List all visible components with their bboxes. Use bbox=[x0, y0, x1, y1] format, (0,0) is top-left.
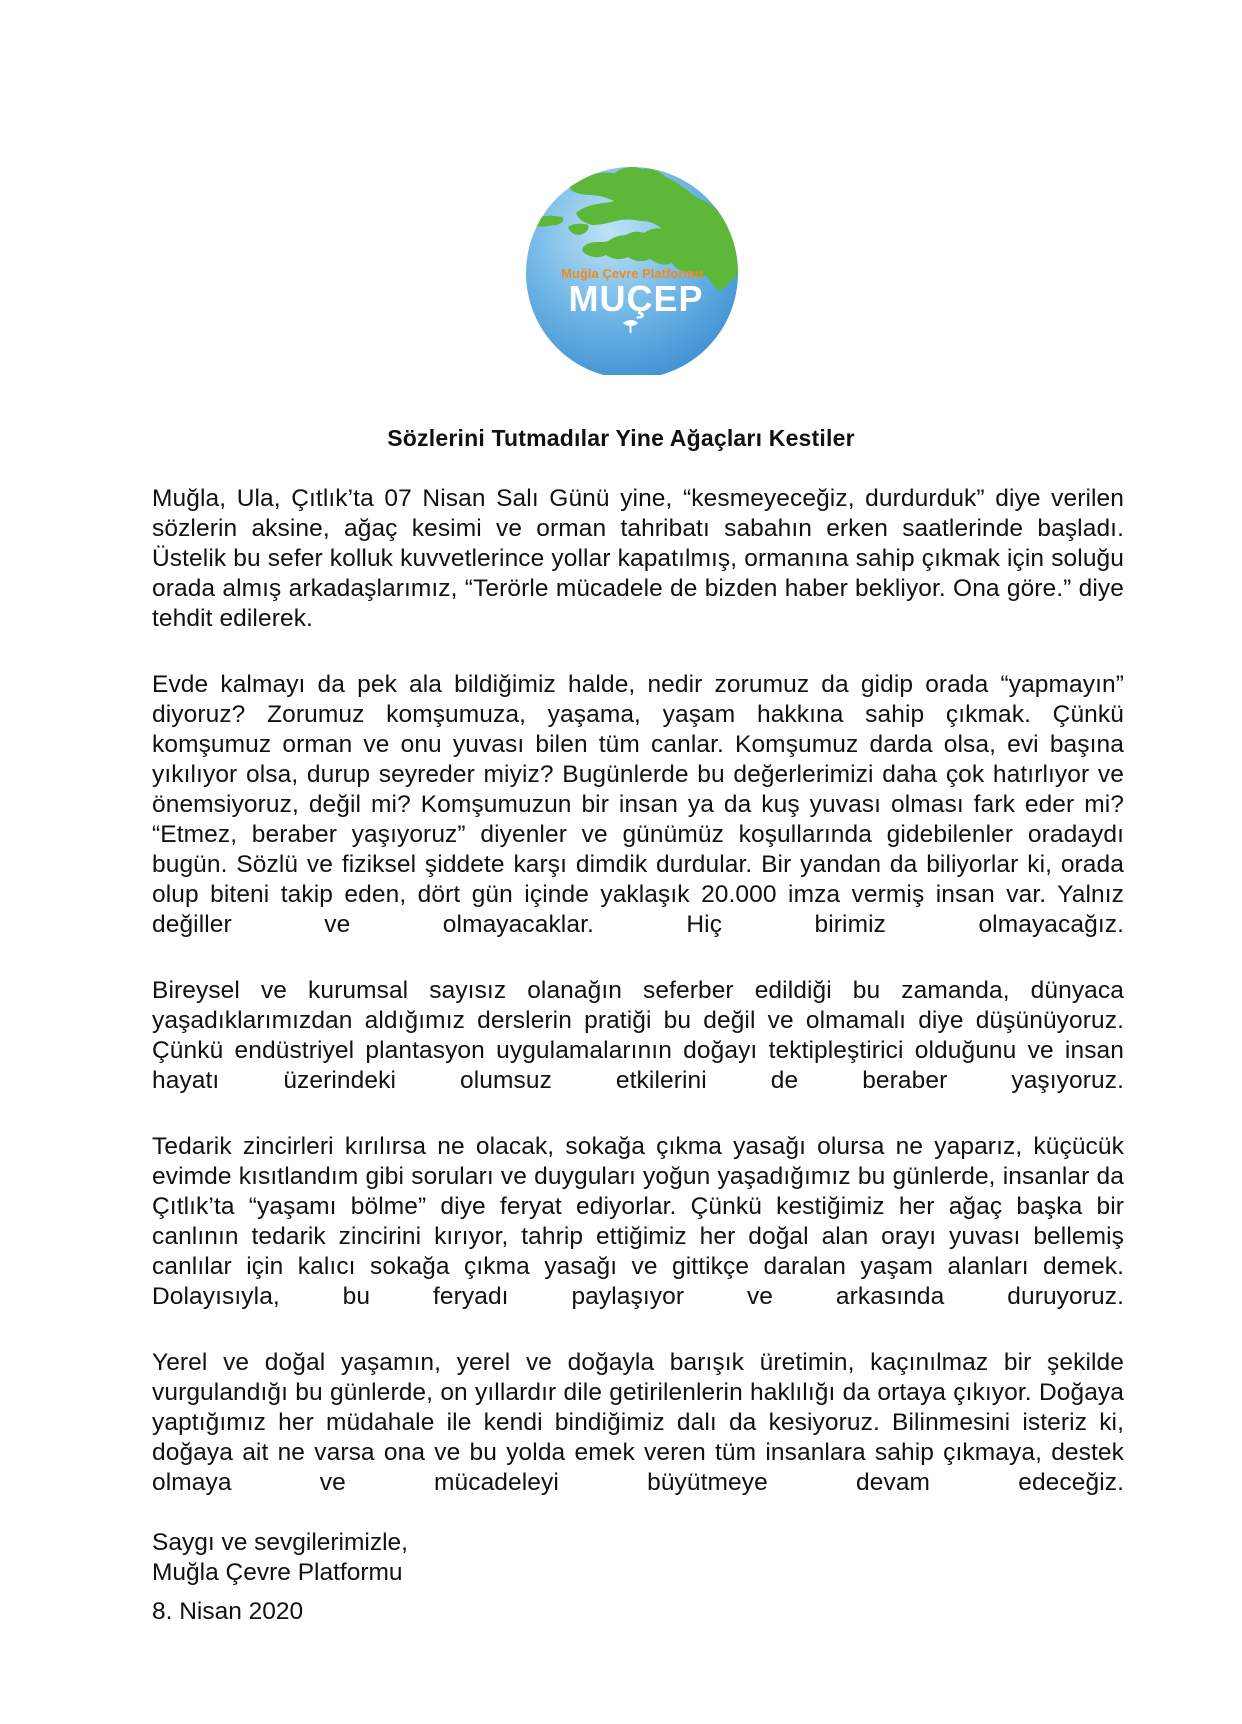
closing-block bbox=[152, 1528, 408, 1588]
document-title: Sözlerini Tutmadılar Yine Ağaçları Kestiler bbox=[387, 425, 855, 451]
logo-arc-text: Muğla Çevre Platformu bbox=[561, 266, 703, 281]
closing-greeting: Saygı ve sevgilerimizle, bbox=[152, 1529, 408, 1556]
paragraph-5: Yerel ve doğal yaşamın, yerel ve doğayla barışık üretimin, kaçınılmaz bir şekilde vurgulandığı bu günlerde, on yıllardır dile getirilenlerin haklılığı da ortaya çıkıyor. Doğaya yaptığımız her müdahale ile kendi bindiğimiz dalı da kesiyoruz. Bilinmesini isteriz ki, doğaya ait ne varsa ona ve bu yolda emek veren tüm insanlara sahip çıkmaya, destek olmaya ve mücadeleyi büyütmeye devam edeceğiz. bbox=[152, 1349, 1124, 1496]
paragraph-3: Bireysel ve kurumsal sayısız olanağın seferber edildiği bu zamanda, dünyaca yaşadıklarımızdan aldığımız derslerin pratiği bu değil ve olmamalı diye düşünüyoruz. Çünkü endüstriyel plantasyon uygulamalarının doğayı tektipleştirici olduğunu ve insan hayatı üzerindeki olumsuz etkilerini de beraber yaşıyoruz. bbox=[152, 977, 1124, 1094]
document-body bbox=[152, 484, 1124, 1534]
closing-signature: Muğla Çevre Platformu bbox=[152, 1559, 403, 1586]
logo-acronym: MUÇEP bbox=[568, 278, 704, 319]
logo-graphic bbox=[510, 163, 766, 375]
paragraph-2: Evde kalmayı da pek ala bildiğimiz halde, nedir zorumuz da gidip orada “yapmayın” diyoruz? Zorumuz komşumuza, yaşama, yaşam hakkına sahip çıkmak. Çünkü komşumuz orman ve onu yuvası bilen tüm canlar. Komşumuz darda olsa, evi başına yıkılıyor olsa, durup seyreder miyiz? Bugünlerde bu değerlerimizi daha çok hatırlıyor ve önemsiyoruz, değil mi? Komşumuzun bir insan ya da kuş yuvası olması fark eder mi? “Etmez, beraber yaşıyoruz” diyenler ve günümüz koşullarında gidebilenler oradaydı bugün. Sözlü ve fiziksel şiddete karşı dimdik durdular. Bir yandan da biliyorlar ki, orada olup biteni takip eden, dört gün içinde yaklaşık 20.000 imza vermiş insan var. Yalnız değiller ve olmayacaklar. Hiç birimiz olmayacağız. bbox=[152, 671, 1124, 938]
mucep-logo bbox=[510, 163, 766, 375]
paragraph-1: Muğla, Ula, Çıtlık’ta 07 Nisan Salı Günü yine, “kesmeyeceğiz, durdurduk” diye verilen sözlerin aksine, ağaç kesimi ve orman tahribatı sabahın erken saatlerinde başladı. Üstelik bu sefer kolluk kuvvetlerince yollar kapatılmış, ormanına sahip çıkmak için soluğu orada almış arkadaşlarımız, “Terörle mücadele de bizden haber bekliyor. Ona göre.” diye tehdit edilerek. bbox=[152, 485, 1124, 632]
paragraph-4: Tedarik zincirleri kırılırsa ne olacak, sokağa çıkma yasağı olursa ne yaparız, küçücük evimde kısıtlandım gibi soruları ve duyguları yoğun yaşadığımız bu günlerde, insanlar da Çıtlık’ta “yaşamı bölme” diye feryat ediyorlar. Çünkü kestiğimiz her ağaç başka bir canlının tedarik zincirini kırıyor, tahrip ettiğimiz her doğal alan orayı yuvası bellemiş canlılar için kalıcı sokağa çıkma yasağı ve gittikçe daralan yaşam alanları demek. Dolayısıyla, bu feryadı paylaşıyor ve arkasında duruyoruz. bbox=[152, 1133, 1124, 1310]
document-date: 8. Nisan 2020 bbox=[152, 1598, 304, 1625]
